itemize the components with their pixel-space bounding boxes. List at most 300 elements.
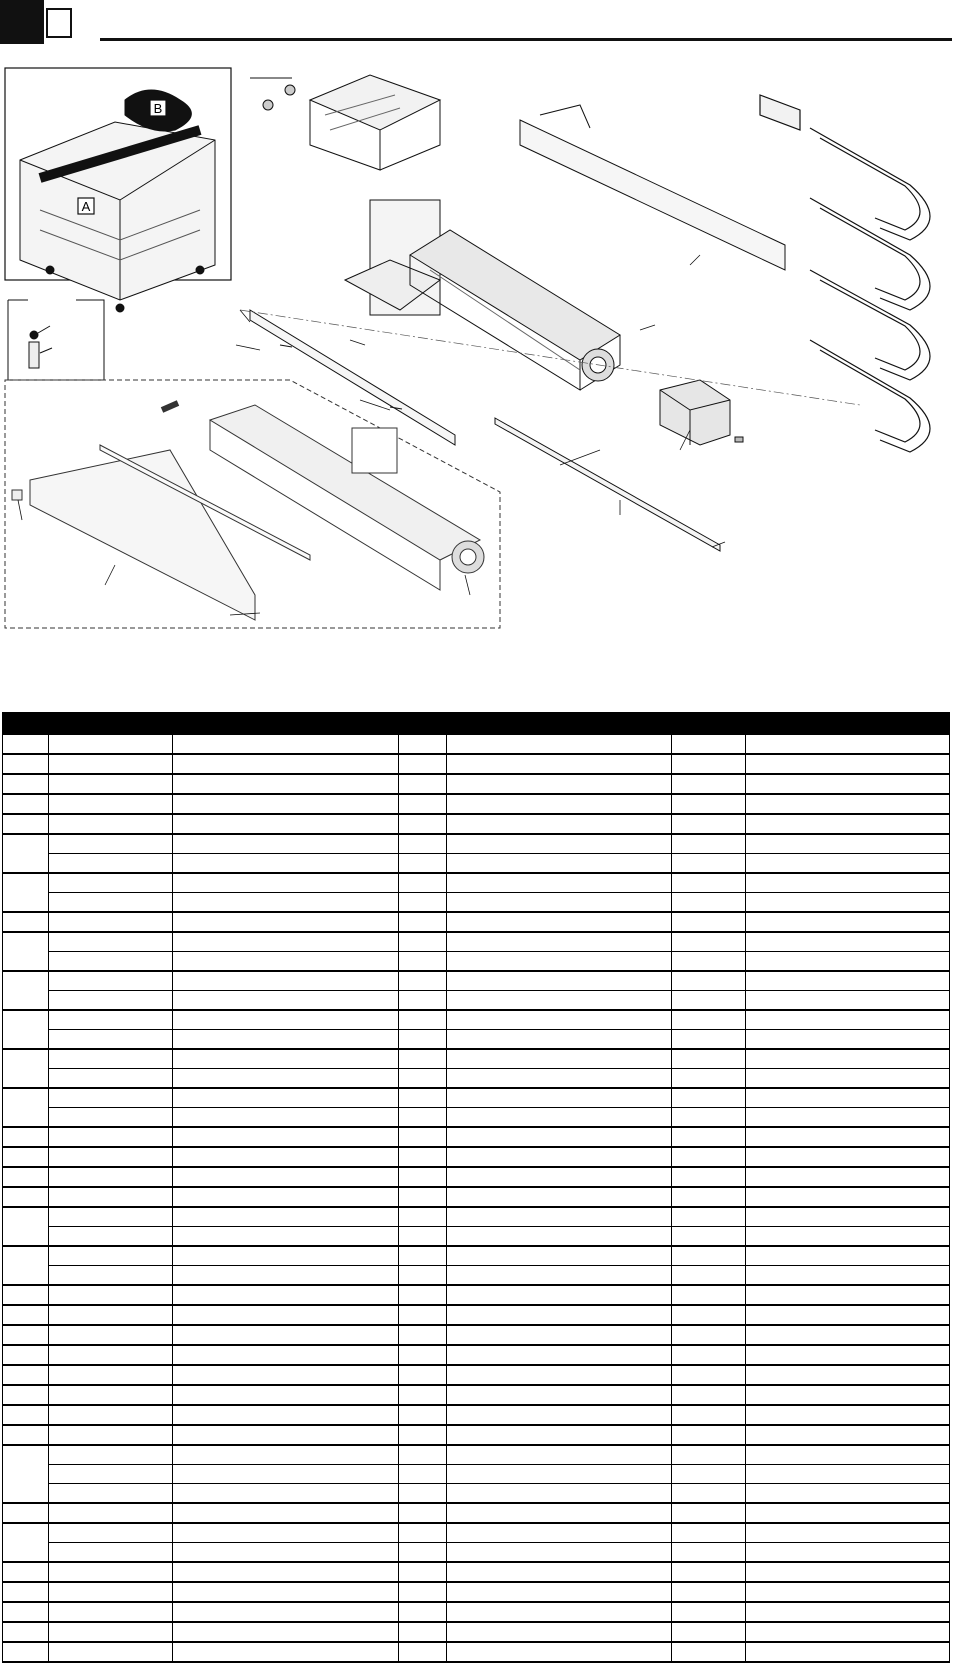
table-cell [672,1405,746,1425]
table-cell [399,1445,447,1465]
table-row [3,1227,950,1247]
item-number-cell [3,1049,49,1088]
table-cell [399,1465,447,1484]
table-row [3,1108,950,1128]
table-cell [49,1445,173,1465]
table-cell [447,1127,672,1147]
item-number-cell [3,1425,49,1445]
table-cell [746,1345,950,1365]
table-cell [447,1385,672,1405]
table-cell [746,1305,950,1325]
col-header-3 [173,713,399,735]
table-cell [447,1622,672,1642]
table-cell [672,1227,746,1247]
table-cell [746,834,950,854]
table-cell [447,1484,672,1504]
table-cell [173,1405,399,1425]
table-cell [672,893,746,913]
table-row [3,1562,950,1582]
table-cell [672,1305,746,1325]
table-cell [399,1642,447,1662]
table-cell [746,1562,950,1582]
table-cell [49,1582,173,1602]
table-cell [672,1285,746,1305]
table-cell [49,1543,173,1563]
table-cell [746,754,950,774]
table-cell [672,1069,746,1089]
table-cell [672,1266,746,1286]
table-cell [49,854,173,874]
table-cell [173,1285,399,1305]
table-cell [672,1582,746,1602]
table-cell [672,912,746,932]
table-cell [399,854,447,874]
table-row [3,1266,950,1286]
table-cell [746,1285,950,1305]
table-cell [49,1187,173,1207]
table-cell [173,754,399,774]
table-cell [399,1227,447,1247]
table-cell [173,1108,399,1128]
callout-b-label: B [153,101,163,116]
table-cell [672,735,746,755]
table-cell [447,834,672,854]
table-row [3,1445,950,1465]
exploded-parts-diagram [0,60,954,685]
table-row [3,1465,950,1484]
table-cell [399,1622,447,1642]
item-number-cell [3,834,49,873]
table-cell [746,893,950,913]
table-cell [746,991,950,1011]
item-number-cell [3,774,49,794]
table-cell [672,1484,746,1504]
table-row [3,1049,950,1069]
table-cell [49,1285,173,1305]
table-cell [399,814,447,834]
table-row [3,1030,950,1050]
table-cell [49,1088,173,1108]
table-cell [447,1642,672,1662]
table-cell [746,1147,950,1167]
table-cell [173,1365,399,1385]
table-cell [173,1543,399,1563]
table-cell [746,932,950,952]
table-cell [173,873,399,893]
table-cell [399,1523,447,1543]
table-row [3,991,950,1011]
table-cell [746,814,950,834]
table-row [3,1543,950,1563]
item-number-cell [3,1246,49,1285]
item-number-cell [3,1405,49,1425]
table-cell [672,1385,746,1405]
table-cell [399,774,447,794]
item-number-cell [3,1503,49,1523]
table-cell [746,952,950,972]
col-header-4 [399,713,447,735]
table-cell [49,1227,173,1247]
table-cell [399,1010,447,1030]
carriage-assembly [250,75,440,170]
table-cell [447,1266,672,1286]
table-cell [672,794,746,814]
table-cell [49,932,173,952]
table-row [3,1365,950,1385]
table-cell [447,1088,672,1108]
table-row [3,1127,950,1147]
table-row [3,873,950,893]
item-number-cell [3,1602,49,1622]
table-row [3,1285,950,1305]
table-cell [399,991,447,1011]
item-number-cell [3,1207,49,1246]
table-cell [399,893,447,913]
table-row [3,1010,950,1030]
table-cell [746,1246,950,1266]
table-cell [447,1167,672,1187]
header-rule [100,38,952,41]
table-row [3,912,950,932]
table-cell [672,1207,746,1227]
table-cell [447,754,672,774]
table-cell [399,1285,447,1305]
table-cell [447,1523,672,1543]
table-cell [399,1108,447,1128]
table-cell [672,1167,746,1187]
table-cell [399,1207,447,1227]
table-cell [447,1602,672,1622]
table-cell [399,1088,447,1108]
table-cell [746,1010,950,1030]
table-cell [173,814,399,834]
table-cell [672,952,746,972]
table-cell [672,1345,746,1365]
table-cell [173,1562,399,1582]
table-cell [399,873,447,893]
table-row [3,735,950,755]
table-cell [447,1503,672,1523]
table-cell [173,774,399,794]
table-row [3,1523,950,1543]
col-header-5 [447,713,672,735]
item-number-cell [3,971,49,1010]
table-cell [399,1325,447,1345]
table-row [3,1484,950,1504]
table-cell [49,1465,173,1484]
table-cell [399,1030,447,1050]
item-number-cell [3,1582,49,1602]
table-cell [49,1108,173,1128]
table-cell [399,1543,447,1563]
table-cell [447,1030,672,1050]
table-cell [447,1049,672,1069]
table-cell [447,1405,672,1425]
table-cell [447,1246,672,1266]
table-cell [399,1127,447,1147]
table-cell [447,1108,672,1128]
table-cell [399,735,447,755]
table-cell [447,1187,672,1207]
table-cell [49,1503,173,1523]
table-cell [49,735,173,755]
col-header-7 [746,713,950,735]
table-cell [672,1147,746,1167]
table-cell [49,1385,173,1405]
table-cell [49,1305,173,1325]
section-number-box [46,8,72,38]
table-cell [447,991,672,1011]
table-cell [746,1108,950,1128]
table-cell [399,1602,447,1622]
table-cell [672,834,746,854]
table-cell [399,971,447,991]
table-cell [399,754,447,774]
table-cell [49,754,173,774]
table-cell [49,1246,173,1266]
table-cell [746,1523,950,1543]
item-number-cell [3,1285,49,1305]
table-cell [49,814,173,834]
table-row [3,952,950,972]
table-cell [173,1088,399,1108]
table-cell [746,1069,950,1089]
table-cell [399,1582,447,1602]
table-cell [49,971,173,991]
table-cell [399,1562,447,1582]
table-cell [49,1622,173,1642]
table-cell [399,932,447,952]
table-cell [399,1484,447,1504]
item-number-cell [3,794,49,814]
item-number-cell [3,1147,49,1167]
table-cell [173,952,399,972]
item-number-cell [3,873,49,912]
servo-motor [660,380,743,445]
parts-table-body [3,735,950,1663]
item-number-cell [3,1523,49,1562]
table-cell [49,1127,173,1147]
table-cell [49,991,173,1011]
item-number-cell [3,1187,49,1207]
table-cell [173,971,399,991]
table-cell [173,1187,399,1207]
table-cell [399,952,447,972]
table-cell [49,1365,173,1385]
table-row [3,1088,950,1108]
table-row [3,794,950,814]
table-cell [672,774,746,794]
table-cell [49,1325,173,1345]
table-cell [447,1069,672,1089]
table-cell [447,1345,672,1365]
table-cell [672,1127,746,1147]
table-cell [447,1445,672,1465]
table-cell [173,912,399,932]
table-cell [49,1049,173,1069]
table-cell [173,1445,399,1465]
table-cell [672,971,746,991]
table-cell [49,1602,173,1622]
table-cell [173,1030,399,1050]
table-cell [399,1266,447,1286]
table-row [3,1385,950,1405]
item-number-cell [3,1385,49,1405]
main-axis-body [345,200,620,390]
item-number-cell [3,1562,49,1582]
table-cell [672,873,746,893]
item-number-cell [3,754,49,774]
table-cell [173,1266,399,1286]
pin-inset [8,300,104,380]
table-row [3,893,950,913]
table-cell [447,1425,672,1445]
table-cell [746,1207,950,1227]
table-cell [49,834,173,854]
table-cell [746,1227,950,1247]
table-cell [173,794,399,814]
table-cell [746,1622,950,1642]
table-row [3,834,950,854]
table-row [3,1207,950,1227]
table-cell [447,854,672,874]
item-number-cell [3,1642,49,1662]
table-row [3,1325,950,1345]
table-cell [49,1562,173,1582]
table-cell [173,1069,399,1089]
table-cell [746,1365,950,1385]
table-cell [399,1503,447,1523]
table-cell [746,1465,950,1484]
table-cell [49,1523,173,1543]
item-number-cell [3,1127,49,1147]
table-cell [399,1069,447,1089]
table-row [3,1602,950,1622]
table-row [3,1147,950,1167]
table-cell [672,1562,746,1582]
table-cell [399,1345,447,1365]
table-cell [399,1385,447,1405]
table-cell [173,1010,399,1030]
table-cell [173,991,399,1011]
table-cell [399,1425,447,1445]
table-cell [672,1622,746,1642]
item-number-cell [3,814,49,834]
table-cell [746,1049,950,1069]
table-cell [672,754,746,774]
item-number-cell [3,1010,49,1049]
table-cell [746,1503,950,1523]
table-cell [447,1305,672,1325]
callout-a [78,198,94,214]
table-cell [173,1049,399,1069]
table-cell [173,1147,399,1167]
table-cell [399,1246,447,1266]
table-cell [173,893,399,913]
table-cell [746,1484,950,1504]
table-cell [746,1642,950,1662]
item-number-cell [3,1088,49,1127]
table-cell [746,1582,950,1602]
table-cell [49,1642,173,1662]
table-cell [447,1285,672,1305]
item-number-cell [3,1305,49,1325]
table-cell [672,1325,746,1345]
table-cell [672,1010,746,1030]
table-row [3,1582,950,1602]
table-cell [49,1147,173,1167]
table-cell [173,1227,399,1247]
table-row [3,1642,950,1662]
table-cell [49,912,173,932]
table-cell [447,1325,672,1345]
table-row [3,854,950,874]
table-cell [173,1642,399,1662]
table-row [3,814,950,834]
table-cell [447,971,672,991]
table-cell [173,1385,399,1405]
table-cell [447,794,672,814]
item-number-cell [3,912,49,932]
section-tab-block [0,0,44,44]
item-number-cell [3,1365,49,1385]
item-number-cell [3,932,49,971]
table-cell [173,1582,399,1602]
table-cell [672,1365,746,1385]
table-cell [173,932,399,952]
table-row [3,1622,950,1642]
table-cell [49,1266,173,1286]
table-cell [447,1562,672,1582]
table-cell [746,854,950,874]
table-cell [672,1523,746,1543]
table-row [3,1345,950,1365]
table-cell [49,1207,173,1227]
table-cell [746,1602,950,1622]
table-cell [672,1246,746,1266]
item-number-cell [3,735,49,755]
table-cell [173,1246,399,1266]
table-cell [672,1503,746,1523]
callout-b [150,100,166,116]
table-cell [173,1503,399,1523]
table-cell [447,1147,672,1167]
table-cell [49,873,173,893]
table-cell [672,1187,746,1207]
table-cell [447,893,672,913]
table-cell [672,991,746,1011]
table-row [3,932,950,952]
table-cell [746,1187,950,1207]
table-cell [447,774,672,794]
table-row [3,1167,950,1187]
table-cell [746,1325,950,1345]
col-header-6 [672,713,746,735]
table-cell [746,1030,950,1050]
table-cell [173,834,399,854]
table-row [3,774,950,794]
table-cell [746,1127,950,1147]
table-cell [173,1325,399,1345]
table-row [3,1069,950,1089]
table-cell [447,912,672,932]
table-cell [399,1405,447,1425]
table-cell [672,1602,746,1622]
table-cell [672,854,746,874]
table-cell [447,1227,672,1247]
table-cell [672,932,746,952]
table-cell [447,1010,672,1030]
